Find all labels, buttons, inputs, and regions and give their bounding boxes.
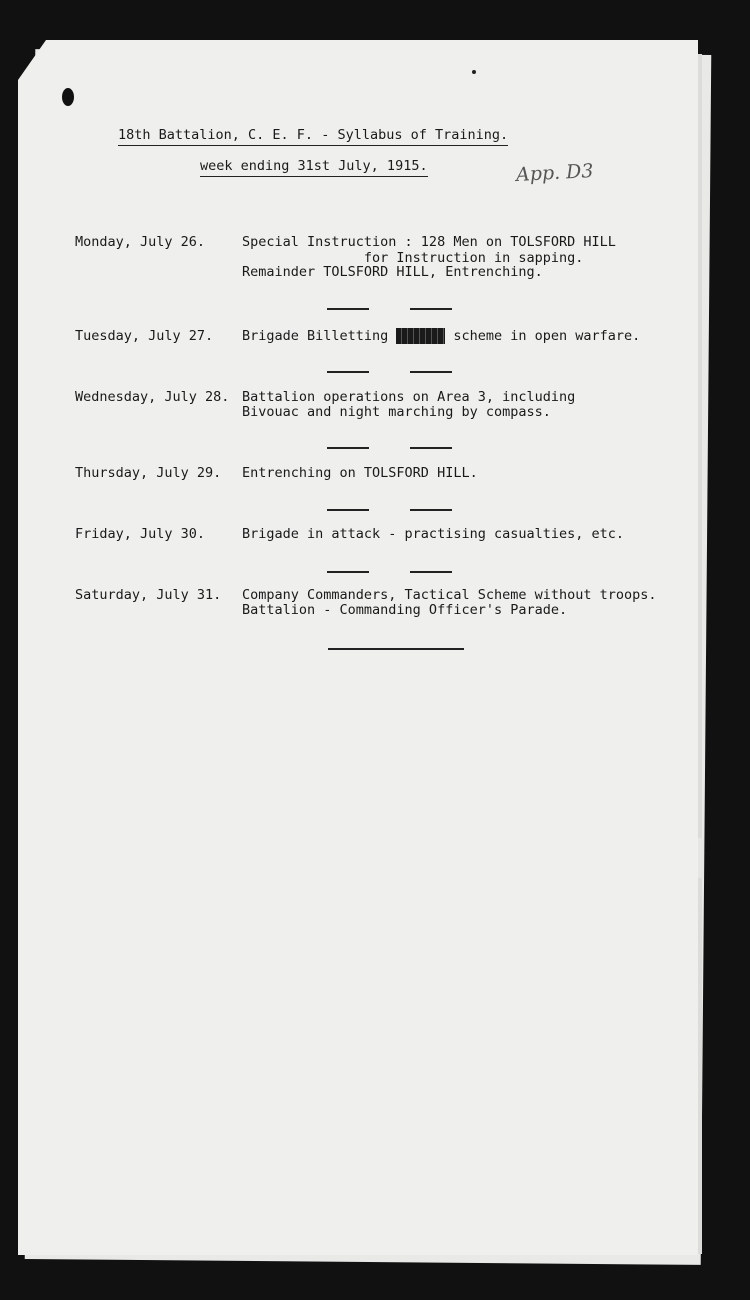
day-tuesday: Tuesday, July 27. xyxy=(75,328,214,344)
day-friday: Friday, July 30. xyxy=(75,526,206,542)
struck-out-word xyxy=(396,328,445,344)
separator xyxy=(410,308,452,310)
monday-line-3: Remainder TOLSFORD HILL, Entrenching. xyxy=(242,264,543,280)
tuesday-text-start: Brigade Billetting xyxy=(242,328,389,344)
thursday-line: Entrenching on TOLSFORD HILL. xyxy=(242,465,478,481)
tuesday-line xyxy=(242,328,640,345)
closing-rule xyxy=(328,648,464,650)
separator xyxy=(327,308,369,310)
handwritten-annotation: App. D3 xyxy=(515,159,594,187)
wednesday-line-1: Battalion operations on Area 3, including xyxy=(242,389,576,405)
document-subtitle: week ending 31st July, 1915. xyxy=(200,158,428,177)
monday-line-2: for Instruction in sapping. xyxy=(242,250,584,266)
day-monday: Monday, July 26. xyxy=(75,234,206,250)
saturday-line-1: Company Commanders, Tactical Scheme without troops. xyxy=(242,587,657,603)
separator xyxy=(327,447,369,449)
separator xyxy=(327,371,369,373)
separator xyxy=(410,509,452,511)
day-thursday: Thursday, July 29. xyxy=(75,465,222,481)
punch-hole xyxy=(62,88,74,106)
separator xyxy=(410,447,452,449)
tuesday-text-end: scheme in open warfare. xyxy=(445,328,641,344)
ink-speck xyxy=(472,70,476,74)
friday-line: Brigade in attack - practising casualties, etc. xyxy=(242,526,625,542)
saturday-line-2: Battalion - Commanding Officer's Parade. xyxy=(242,602,568,618)
separator xyxy=(410,371,452,373)
separator xyxy=(327,509,369,511)
wednesday-line-2: Bivouac and night marching by compass. xyxy=(242,404,551,420)
monday-line-1: Special Instruction : 128 Men on TOLSFORD HILL xyxy=(242,234,616,250)
separator xyxy=(410,571,452,573)
separator xyxy=(327,571,369,573)
day-saturday: Saturday, July 31. xyxy=(75,587,222,603)
day-wednesday: Wednesday, July 28. xyxy=(75,389,230,405)
document-title: 18th Battalion, C. E. F. - Syllabus of Training. xyxy=(118,127,508,146)
